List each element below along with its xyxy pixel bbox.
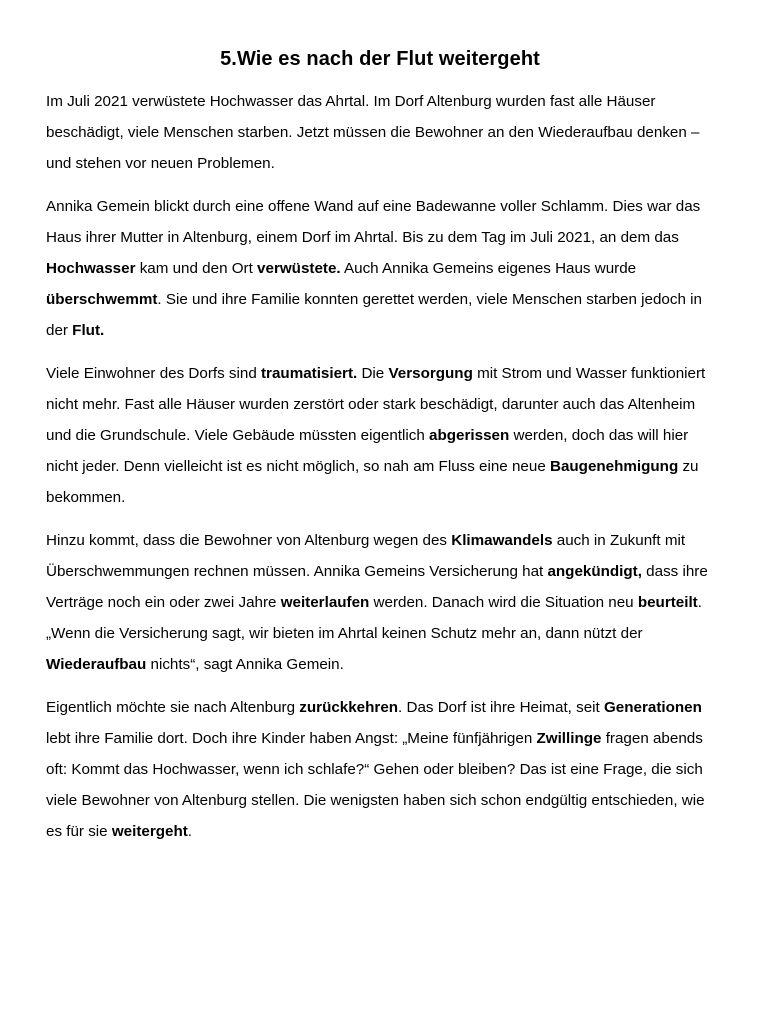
bold-term: weitergeht [111,823,188,841]
bold-term: abgerissen [429,427,510,445]
bold-term: beurteilt [637,594,698,612]
text-run: . Das Dorf ist ihre Heimat, seit [398,698,604,716]
text-run: nichts“, sagt Annika Gemein. [146,656,344,674]
bold-term: Klimawandels [451,531,553,549]
bold-term: Baugenehmigung [549,458,679,476]
bold-term: angekündigt, [547,562,642,580]
text-run: . „Wenn die Versicherung sagt, wir bieten im Ahrtal keinen Schutz mehr an, dann nützt der [46,594,702,643]
text-run: kam und den Ort [135,260,258,278]
text-run: . Sie und ihre Familie konnten gerettet werden, viele Menschen starben jedoch in der [46,291,702,340]
text-run: auch in Zukunft mit Überschwemmungen rechnen müssen. Annika Gemeins Versicherung hat [46,531,686,580]
bold-term: zurückkehren [299,698,399,716]
text-run: dass ihre Verträge noch ein oder zwei Jahre [46,562,708,612]
paragraph-1 [46,86,714,180]
text-run: Die [357,364,389,382]
paragraph-2 [46,191,714,347]
text-run: Annika Gemein blickt durch eine offene Wand auf eine Badewanne voller Schlamm. Dies war das Haus ihrer Mutter in Altenburg, einem Dorf im Ahrtal. Bis zu dem Tag im Juli 2021, an dem das [46,197,701,246]
text-run: Hinzu kommt, dass die Bewohner von Altenburg wegen des [46,531,452,549]
text-run: Im Juli 2021 verwüstete Hochwasser das Ahrtal. Im Dorf Altenburg wurden fast alle Häuser beschädigt, viele Menschen starben. Jetzt müssen die Bewohner an den Wiederaufbau denken – und stehen vor neuen Problemen. [46,93,700,173]
text-run: . [187,823,193,841]
text-run: Viele Einwohner des Dorfs sind [46,364,261,382]
bold-term: Wiederaufbau [46,656,147,674]
bold-term: Hochwasser [46,260,136,278]
text-run: Eigentlich möchte sie nach Altenburg [46,698,300,716]
text-run: werden. Danach wird die Situation neu [369,594,638,612]
text-run: lebt ihre Familie dort. Doch ihre Kinder haben Angst: „Meine fünfjährigen [46,729,537,747]
text-run: fragen abends oft: Kommt das Hochwasser, wenn ich schlafe?“ Gehen oder bleiben? Das ist eine Frage, die sich viele Bewohner von Altenburg stellen. Die wenigsten haben sich schon endgültig entschieden, wie es für sie [46,729,705,841]
bold-term: Flut. [72,322,105,340]
text-run: werden, doch das will hier nicht jeder. Denn vielleicht ist es nicht möglich, so nah am Fluss eine neue [46,427,689,476]
text-run: mit Strom und Wasser funktioniert nicht mehr. Fast alle Häuser wurden zerstört oder stark beschädigt, darunter auch das Altenheim und die Grundschule. Viele Gebäude müssten eigentlich [46,364,706,445]
bold-term: weiterlaufen [280,594,370,612]
bold-term: verwüstete. [257,260,341,278]
text-run: zu bekommen. [46,458,699,507]
bold-term: Versorgung [388,364,473,382]
bold-term: überschwemmt [46,291,158,309]
paragraph-5 [46,692,714,848]
page-title: 5.Wie es nach der Flut weitergeht [220,48,540,70]
bold-term: Generationen [603,698,702,716]
bold-term: Zwillinge [536,729,602,747]
paragraph-3 [46,358,714,514]
text-run: Auch Annika Gemeins eigenes Haus wurde [340,260,637,278]
bold-term: traumatisiert. [261,364,358,382]
paragraph-4 [46,525,714,681]
